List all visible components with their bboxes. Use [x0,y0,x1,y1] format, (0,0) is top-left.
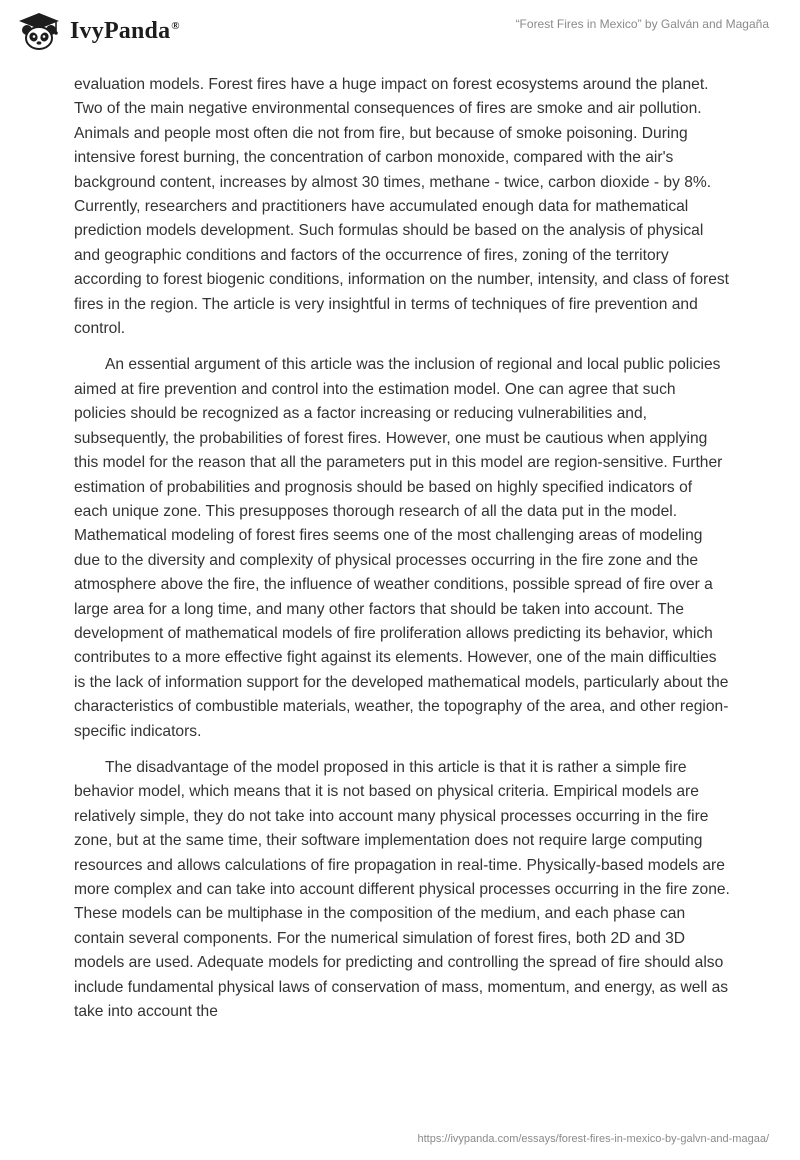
paragraph: The disadvantage of the model proposed in this article is that it is rather a simple fire behavior model, which means that it is not based on physical criteria. Empirical models are relatively simple, they do not take into account many physical processes occurring in the fire zone, but at the same time, their software implementation does not require large computing resources and allows calculations of fire propagation in real-time. Physically-based models are more complex and can take into account different physical processes occurring in the fire zone. These models can be multiphase in the composition of the medium, and each phase can contain several components. For the numerical simulation of forest fires, both 2D and 3D models are used. Adequate models for predicting and controlling the spread of fire should also include fundamental physical laws of conservation of mass, momentum, and energy, as well as take into account the [74,758,730,1021]
essay-body [74,73,730,1036]
panda-graduate-icon [16,11,62,51]
brand-logo[interactable] [16,11,180,51]
brand-name: IvyPanda® [70,17,180,44]
document-title: “Forest Fires in Mexico” by Galván and Magaña [515,17,769,31]
source-url[interactable]: https://ivypanda.com/essays/forest-fires-in-mexico-by-galvn-and-magaa/ [417,1133,769,1145]
page-header [0,0,800,70]
paragraph: An essential argument of this article was the inclusion of regional and local public policies aimed at fire prevention and control into the estimation model. One can agree that such policies should be recognized as a factor increasing or reducing vulnerabilities and, subsequently, the probabilities of forest fires. However, one must be cautious when applying this model for the reason that all the parameters put in this model are region-sensitive. Further estimation of probabilities and prognosis should be based on highly specified indicators of each unique zone. This presupposes thorough research of all the data put in the model. Mathematical modeling of forest fires seems one of the most challenging areas of modeling due to the diversity and complexity of physical processes occurring in the fire zone and the atmosphere above the fire, the influence of weather conditions, possible spread of fire over a large area for a long time, and many other factors that should be taken into account. The development of mathematical models of fire proliferation allows predicting its behavior, which contributes to a more effective fight against its elements. However, one of the main difficulties is the lack of information support for the developed mathematical models, particularly about the characteristics of combustible materials, weather, the topography of the area, and other region-specific indicators. [74,356,729,740]
paragraph: evaluation models. Forest fires have a huge impact on forest ecosystems around the planet. Two of the main negative environmental consequences of fires are smoke and air pollution. Animals and people most often die not from fire, but because of smoke poisoning. During intensive forest burning, the concentration of carbon monoxide, compared with the air's background content, increases by almost 30 times, methane - twice, carbon dioxide - by 8%. Currently, researchers and practitioners have accumulated enough data for mathematical prediction models development. Such formulas should be based on the analysis of physical and geographic conditions and factors of the occurrence of fires, zoning of the territory according to forest biogenic conditions, information on the number, intensity, and class of forest fires in the region. The article is very insightful in terms of techniques of fire prevention and control. [74,76,730,338]
